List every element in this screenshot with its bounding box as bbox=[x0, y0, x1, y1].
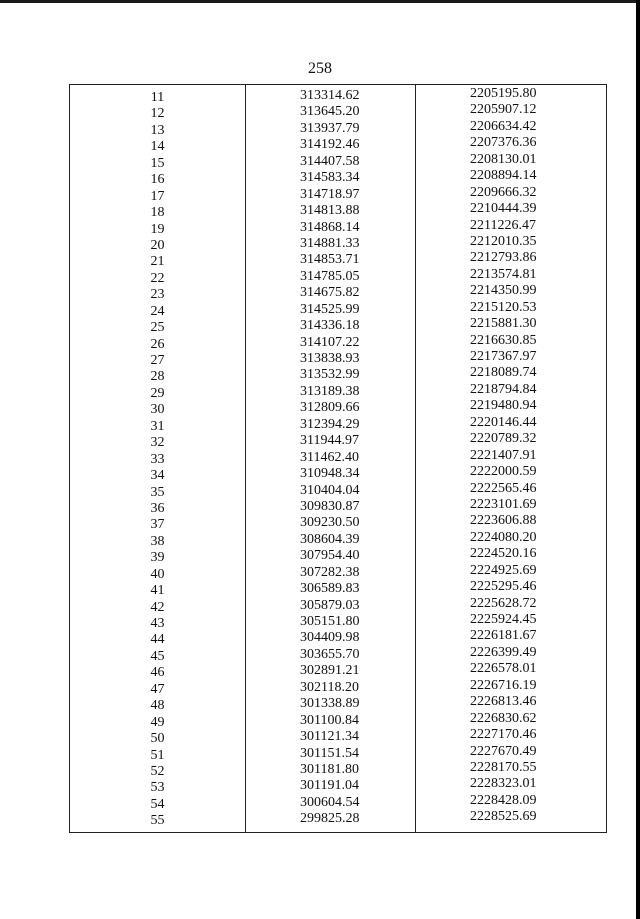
x-coordinate-cell: 301191.04 bbox=[300, 778, 359, 794]
y-coordinate-cell: 2209666.32 bbox=[470, 184, 537, 200]
table-row bbox=[70, 301, 606, 317]
table-row bbox=[70, 498, 606, 514]
x-coordinate-cell: 312809.66 bbox=[300, 400, 360, 416]
y-coordinate-cell: 2214350.99 bbox=[470, 283, 537, 299]
table-row bbox=[70, 694, 606, 714]
y-coordinate-cell: 2220146.44 bbox=[470, 414, 537, 430]
table-row bbox=[70, 168, 606, 188]
y-coordinate-cell: 2221407.91 bbox=[470, 447, 537, 463]
table-row bbox=[70, 398, 606, 418]
y-coordinate-cell: 2226830.62 bbox=[470, 710, 537, 726]
x-coordinate-cell: 299825.28 bbox=[300, 811, 360, 827]
scan-right-edge bbox=[636, 0, 640, 919]
y-coordinate-cell: 2224080.20 bbox=[470, 529, 537, 545]
point-number-cell: 42 bbox=[150, 599, 165, 615]
table-row bbox=[70, 597, 606, 613]
table-row bbox=[70, 316, 606, 336]
x-coordinate-cell: 313645.20 bbox=[300, 104, 360, 120]
y-coordinate-cell: 2218794.84 bbox=[470, 381, 537, 397]
y-coordinate-cell: 2216630.85 bbox=[470, 332, 537, 348]
point-number-cell: 55 bbox=[150, 813, 165, 829]
table-row bbox=[70, 531, 606, 547]
point-number-cell: 46 bbox=[150, 665, 165, 681]
point-number-cell: 20 bbox=[150, 237, 165, 253]
point-number-cell: 47 bbox=[150, 681, 165, 697]
x-coordinate-cell: 305879.03 bbox=[300, 597, 360, 613]
point-number-cell: 37 bbox=[150, 517, 165, 533]
x-coordinate-cell: 311462.40 bbox=[300, 449, 359, 465]
y-coordinate-cell: 2223606.88 bbox=[470, 513, 537, 529]
point-number-cell: 26 bbox=[150, 336, 165, 352]
point-number-cell: 32 bbox=[150, 435, 165, 451]
y-coordinate-cell: 2228323.01 bbox=[470, 776, 537, 792]
table-row bbox=[70, 201, 606, 221]
point-number-cell: 43 bbox=[150, 616, 165, 631]
y-coordinate-cell: 2212793.86 bbox=[470, 250, 537, 266]
x-coordinate-cell: 304409.98 bbox=[300, 630, 360, 646]
x-coordinate-cell: 314407.58 bbox=[300, 153, 360, 169]
y-coordinate-cell: 2228170.55 bbox=[470, 759, 537, 775]
y-coordinate-cell: 2215881.30 bbox=[470, 316, 537, 332]
x-coordinate-cell: 313937.79 bbox=[300, 120, 360, 136]
x-coordinate-cell: 310404.04 bbox=[300, 482, 360, 498]
x-coordinate-cell: 307954.40 bbox=[300, 548, 360, 564]
y-coordinate-cell: 2227170.46 bbox=[470, 727, 537, 743]
page-number: 258 bbox=[308, 60, 332, 77]
point-number-cell: 24 bbox=[150, 303, 165, 319]
x-coordinate-cell: 313314.62 bbox=[300, 88, 360, 103]
y-coordinate-cell: 2222000.59 bbox=[470, 464, 537, 480]
x-coordinate-cell: 307282.38 bbox=[300, 564, 360, 580]
y-coordinate-cell: 2226813.46 bbox=[470, 694, 537, 710]
point-number-cell: 48 bbox=[150, 698, 165, 714]
y-coordinate-cell: 2226716.19 bbox=[470, 677, 537, 693]
y-coordinate-cell: 2222565.46 bbox=[470, 480, 537, 496]
point-number-cell: 31 bbox=[150, 418, 165, 434]
x-coordinate-cell: 313532.99 bbox=[300, 367, 360, 383]
x-coordinate-cell: 305151.80 bbox=[300, 614, 360, 629]
y-coordinate-cell: 2210444.39 bbox=[470, 201, 537, 217]
table-row bbox=[70, 365, 606, 385]
table-row bbox=[70, 235, 606, 251]
y-coordinate-cell: 2225628.72 bbox=[470, 595, 537, 611]
table-row bbox=[70, 250, 606, 270]
x-coordinate-cell: 314675.82 bbox=[300, 285, 360, 301]
table-row bbox=[70, 153, 606, 169]
x-coordinate-cell: 302118.20 bbox=[300, 679, 359, 695]
point-number-cell: 28 bbox=[150, 369, 165, 385]
table-row bbox=[70, 482, 606, 498]
y-coordinate-cell: 2208894.14 bbox=[470, 168, 537, 184]
x-coordinate-cell: 314192.46 bbox=[300, 137, 360, 153]
point-number-cell: 52 bbox=[150, 763, 165, 779]
table-row bbox=[70, 268, 606, 284]
point-number-cell: 22 bbox=[150, 270, 165, 286]
table-row bbox=[70, 464, 606, 484]
y-coordinate-cell: 2224925.69 bbox=[470, 562, 537, 578]
table-row bbox=[70, 679, 606, 695]
y-coordinate-cell: 2206634.42 bbox=[470, 118, 537, 134]
point-number-cell: 21 bbox=[150, 254, 165, 270]
table-body bbox=[70, 87, 606, 827]
table-row bbox=[70, 283, 606, 303]
x-coordinate-cell: 301121.34 bbox=[300, 729, 359, 745]
y-coordinate-cell: 2218089.74 bbox=[470, 365, 537, 381]
x-coordinate-cell: 314785.05 bbox=[300, 268, 360, 284]
point-number-cell: 34 bbox=[150, 468, 165, 484]
x-coordinate-cell: 313838.93 bbox=[300, 351, 360, 366]
table-row bbox=[70, 416, 606, 432]
table-row bbox=[70, 628, 606, 648]
x-coordinate-cell: 300604.54 bbox=[300, 794, 360, 810]
table-row bbox=[70, 135, 606, 155]
x-coordinate-cell: 308604.39 bbox=[300, 531, 360, 547]
table-row bbox=[70, 186, 606, 202]
x-coordinate-cell: 303655.70 bbox=[300, 646, 360, 662]
y-coordinate-cell: 2211226.47 bbox=[470, 217, 536, 233]
x-coordinate-cell: 301100.84 bbox=[300, 712, 359, 728]
x-coordinate-cell: 313189.38 bbox=[300, 383, 360, 399]
x-coordinate-cell: 311944.97 bbox=[300, 433, 359, 449]
table-row bbox=[70, 350, 606, 366]
point-number-cell: 44 bbox=[150, 632, 165, 648]
point-number-cell: 33 bbox=[150, 451, 165, 467]
table-row bbox=[70, 745, 606, 761]
x-coordinate-cell: 309830.87 bbox=[300, 498, 360, 514]
y-coordinate-cell: 2217367.97 bbox=[470, 349, 537, 364]
point-number-cell: 54 bbox=[150, 796, 165, 812]
x-coordinate-cell: 314336.18 bbox=[300, 318, 360, 334]
x-coordinate-cell: 306589.83 bbox=[300, 581, 360, 597]
x-coordinate-cell: 301151.54 bbox=[300, 745, 359, 761]
point-number-cell: 27 bbox=[150, 353, 165, 368]
table-row bbox=[70, 87, 606, 103]
point-number-cell: 13 bbox=[150, 122, 165, 138]
x-coordinate-cell: 314853.71 bbox=[300, 252, 360, 268]
point-number-cell: 17 bbox=[150, 188, 165, 204]
table-row bbox=[70, 809, 606, 829]
y-coordinate-cell: 2225295.46 bbox=[470, 579, 537, 595]
x-coordinate-cell: 314813.88 bbox=[300, 203, 360, 219]
x-coordinate-cell: 314525.99 bbox=[300, 301, 360, 317]
y-coordinate-cell: 2212010.35 bbox=[470, 233, 537, 249]
y-coordinate-cell: 2228525.69 bbox=[470, 809, 537, 825]
point-number-cell: 38 bbox=[150, 533, 165, 549]
point-number-cell: 12 bbox=[150, 106, 165, 122]
y-coordinate-cell: 2226181.67 bbox=[470, 628, 537, 644]
x-coordinate-cell: 309230.50 bbox=[300, 515, 360, 531]
y-coordinate-cell: 2205907.12 bbox=[470, 102, 537, 118]
y-coordinate-cell: 2226578.01 bbox=[470, 661, 537, 677]
table-row bbox=[70, 727, 606, 747]
point-number-cell: 16 bbox=[150, 172, 165, 188]
table-row bbox=[70, 431, 606, 451]
x-coordinate-cell: 301338.89 bbox=[300, 696, 360, 712]
y-coordinate-cell: 2228428.09 bbox=[470, 792, 537, 808]
table-row bbox=[70, 219, 606, 235]
y-coordinate-cell: 2215120.53 bbox=[470, 299, 537, 315]
point-number-cell: 53 bbox=[150, 780, 165, 796]
table-row bbox=[70, 513, 606, 533]
table-row bbox=[70, 579, 606, 599]
y-coordinate-cell: 2205195.80 bbox=[470, 86, 537, 101]
table-row bbox=[70, 761, 606, 777]
point-number-cell: 25 bbox=[150, 320, 165, 336]
y-coordinate-cell: 2225924.45 bbox=[470, 612, 537, 627]
scan-top-edge bbox=[0, 0, 640, 3]
y-coordinate-cell: 2213574.81 bbox=[470, 266, 537, 282]
table-row bbox=[70, 613, 606, 629]
point-number-cell: 41 bbox=[150, 583, 165, 599]
point-number-cell: 49 bbox=[150, 714, 165, 730]
point-number-cell: 30 bbox=[150, 402, 165, 418]
x-coordinate-cell: 312394.29 bbox=[300, 416, 360, 432]
table-row bbox=[70, 334, 606, 350]
point-number-cell: 45 bbox=[150, 648, 165, 664]
x-coordinate-cell: 301181.80 bbox=[300, 761, 359, 777]
table-row bbox=[70, 661, 606, 681]
table-row bbox=[70, 102, 606, 122]
table-row bbox=[70, 646, 606, 662]
point-number-cell: 23 bbox=[150, 287, 165, 303]
point-number-cell: 50 bbox=[150, 731, 165, 747]
point-number-cell: 39 bbox=[150, 550, 165, 566]
y-coordinate-cell: 2226399.49 bbox=[470, 644, 537, 660]
point-number-cell: 51 bbox=[150, 747, 165, 763]
point-number-cell: 29 bbox=[150, 385, 165, 401]
y-coordinate-cell: 2220789.32 bbox=[470, 431, 537, 447]
point-number-cell: 14 bbox=[150, 139, 165, 155]
point-number-cell: 40 bbox=[150, 566, 165, 582]
table-row bbox=[70, 564, 606, 580]
x-coordinate-cell: 314107.22 bbox=[300, 334, 360, 350]
y-coordinate-cell: 2219480.94 bbox=[470, 398, 537, 414]
point-number-cell: 36 bbox=[150, 500, 165, 516]
table-row bbox=[70, 794, 606, 810]
x-coordinate-cell: 302891.21 bbox=[300, 663, 360, 679]
table-row bbox=[70, 546, 606, 566]
point-number-cell: 35 bbox=[150, 484, 165, 500]
x-coordinate-cell: 310948.34 bbox=[300, 466, 360, 482]
table-row bbox=[70, 383, 606, 399]
table-row bbox=[70, 712, 606, 728]
y-coordinate-cell: 2208130.01 bbox=[470, 151, 537, 167]
table-row bbox=[70, 120, 606, 136]
x-coordinate-cell: 314718.97 bbox=[300, 186, 360, 202]
x-coordinate-cell: 314868.14 bbox=[300, 219, 360, 235]
x-coordinate-cell: 314583.34 bbox=[300, 170, 360, 186]
point-number-cell: 19 bbox=[150, 221, 165, 237]
y-coordinate-cell: 2227670.49 bbox=[470, 743, 537, 759]
x-coordinate-cell: 314881.33 bbox=[300, 235, 360, 251]
coordinate-table bbox=[69, 84, 607, 833]
y-coordinate-cell: 2224520.16 bbox=[470, 546, 537, 562]
point-number-cell: 18 bbox=[150, 205, 165, 221]
point-number-cell: 15 bbox=[150, 155, 165, 171]
point-number-cell: 11 bbox=[150, 90, 165, 105]
y-coordinate-cell: 2207376.36 bbox=[470, 135, 537, 151]
table-row bbox=[70, 776, 606, 796]
y-coordinate-cell: 2223101.69 bbox=[470, 496, 537, 512]
table-row bbox=[70, 449, 606, 465]
